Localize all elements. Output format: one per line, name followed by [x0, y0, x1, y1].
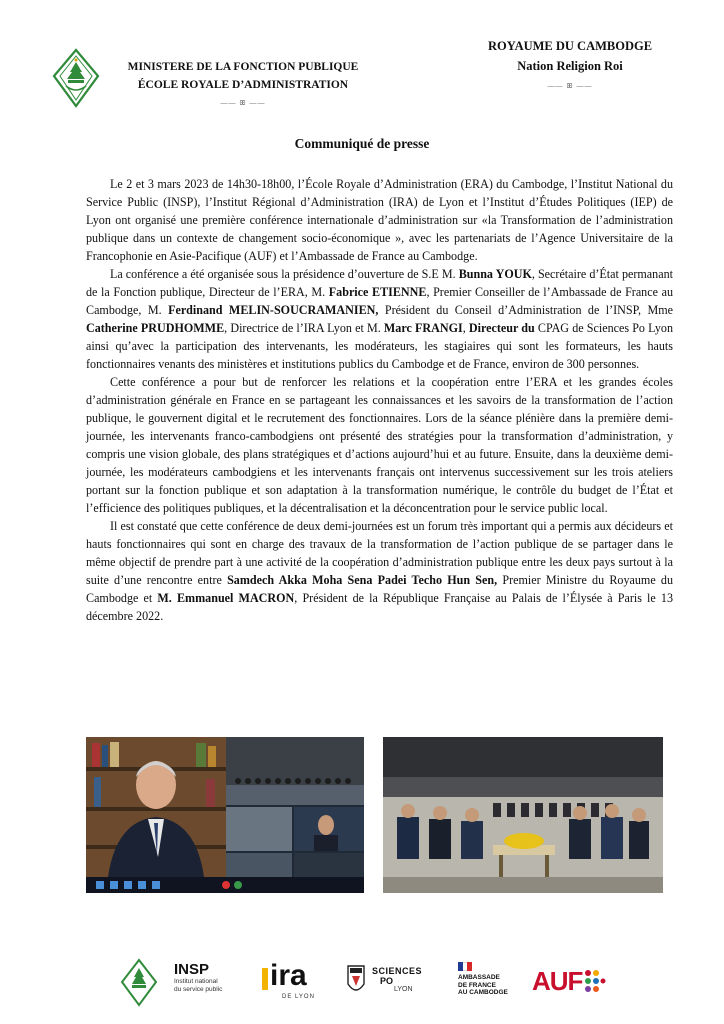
- text-run: Président du Conseil d’Administration de l’INSP, Mme: [378, 303, 673, 317]
- ornament-divider-right: —— ꕥ ——: [547, 82, 593, 90]
- bold-name: Directeur du: [468, 321, 535, 335]
- text-run: , Président de la République Française au Palais de l’Élysée à Paris le 13 décembre 2022.: [86, 591, 673, 623]
- text-run: , Premier Conseiller de l’Ambassade de France au Cambodge, M.: [86, 285, 673, 317]
- auf-logo: [532, 962, 608, 1006]
- sciences-po-word-3: LYON: [394, 986, 413, 993]
- text-run: Le 2 et 3 mars 2023 de 14h30-18h00, l’École Royale d’Administration (ERA) du Cambodge, l’Institut National du Service Public (INSP), l’Institut Régional d’Administration (IRA) de Lyon et l’Institut d’Études Politiques (IEP) de Lyon ont organisé une première conférence internationale d’administration sur «la Transformation de l’administration publique dans un contexte de changement socio-économique », avec les partenariats de l’Agence Universitaire de la Francophonie en Asie-Pacifique (AUF) et l’Ambassade de France au Cambodge.: [86, 177, 673, 263]
- text-run: Premier Ministre du Royaume du Cambodge et: [86, 573, 674, 605]
- header-left: [112, 58, 374, 112]
- era-emblem-logo: [52, 48, 100, 110]
- embassy-line-2: DE FRANCE: [458, 981, 496, 989]
- ira-logo-subtitle: DE LYON: [282, 994, 315, 1000]
- french-flag-icon: [458, 962, 472, 971]
- text-run: La conférence a été organisée sous la présidence d’ouverture de S.E M.: [110, 267, 459, 281]
- text-run: CPAG de Sciences Po Lyon ainsi qu’avec la participation des intervenants, les modérateurs, les stagiaires qui sont les formateurs, les hauts fonctionnaires venants des ministères et institutions publics du Cambodge et de France, environ de 300 personnes.: [86, 321, 673, 371]
- bold-name: Marc FRANGI: [383, 321, 463, 335]
- bold-name: Bunna YOUK: [458, 267, 532, 281]
- page-title: Communiqué de presse: [294, 136, 430, 151]
- text-run: ,: [462, 321, 469, 335]
- embassy-line-3: AU CAMBODGE: [458, 989, 508, 996]
- ira-lyon-logo: [262, 959, 320, 1006]
- header-right: [470, 36, 670, 96]
- text-run: , Directrice de l’IRA Lyon et M.: [224, 321, 384, 335]
- photo-panel-session: [383, 737, 663, 893]
- text-run: , Secrétaire d’État permanant de la Fonction publique, Directeur de l’ERA, M.: [86, 267, 673, 299]
- insp-logo: [174, 962, 244, 1006]
- insp-logo-subtitle-2: du service public: [174, 986, 223, 993]
- bold-name: Fabrice ETIENNE: [328, 285, 427, 299]
- ministry-name: MINISTERE DE LA FONCTION PUBLIQUE: [127, 61, 359, 73]
- paragraph-1: [86, 175, 673, 265]
- paragraph-4: [86, 517, 673, 625]
- paragraph-2: [86, 265, 673, 373]
- kingdom-name: ROYAUME DU CAMBODGE: [487, 39, 653, 53]
- photo-video-conference: [86, 737, 364, 893]
- insp-logo-text: INSP: [174, 961, 210, 978]
- ira-yellow-bar: [262, 968, 268, 990]
- text-run: Cette conférence a pour but de renforcer les relations et la coopération entre l’ERA et les grandes écoles d’administration générale en France en se partageant les connaissances et les savoirs de la transformation de l’action publique, le gouvernent digital et le recrutement des fonctionnaires. Lors de la séance plénière dans la première demi-journée, les intervenants franco-cambodgiens ont présenté des stratégies pour la transformation d’administration, y compris une vision globale, des plans stratégiques et d’actions aujourd’hui et au future. Ensuite, dans la deuxième demi-journée, les modérateurs cambodgiens et les intervenants français ont intervenus successivement sur les trois ateliers portant sur la fonction publique et son adaptation à la transformation numérique, le contrôle du budget de l’État et l’efficience des politiques publiques, et la décentralisation et la déconcentration pour le service public local.: [86, 375, 673, 515]
- ornament-divider-left: —— ꕥ ——: [220, 99, 266, 107]
- sciences-po-lyon-logo: [372, 966, 432, 1006]
- text-run: Il est constaté que cette conférence de deux demi-journées est un forum très important qui a permis aux décideurs et hauts fonctionnaires qui sont en charge des travaux de la transformation de l’action publique de se partager dans le même objectif de prendre part à une activité de la coopération d’administration publique entre les deux pays surtout à la suite d’une rencontre entre: [86, 519, 673, 587]
- bold-name: Samdech Akka Moha Sena Padei Techo Hun Sen,: [227, 573, 498, 587]
- press-release-body: [86, 175, 673, 625]
- school-name: ÉCOLE ROYALE D’ADMINISTRATION: [137, 79, 349, 91]
- sciences-po-word-1: SCIENCES: [372, 966, 423, 976]
- french-embassy-logo: [458, 962, 514, 1006]
- bold-name: Ferdinand MELIN-SOUCRAMANIEN,: [168, 303, 379, 317]
- sciences-po-word-2: PO: [380, 976, 394, 986]
- bold-name: M. Emmanuel MACRON: [157, 591, 295, 605]
- embassy-line-1: AMBASSADE: [458, 974, 500, 981]
- auf-dots-icon: [582, 968, 606, 994]
- national-motto: Nation Religion Roi: [517, 59, 623, 73]
- bold-name: Catherine PRUDHOMME: [86, 321, 225, 335]
- era-footer-logo: [120, 958, 158, 1008]
- ira-logo-text: ira: [270, 959, 307, 992]
- insp-logo-subtitle-1: Institut national: [174, 978, 218, 985]
- paragraph-3: [86, 373, 673, 517]
- lyon-crest-icon: [346, 962, 366, 1002]
- auf-logo-text: AUF: [532, 966, 583, 996]
